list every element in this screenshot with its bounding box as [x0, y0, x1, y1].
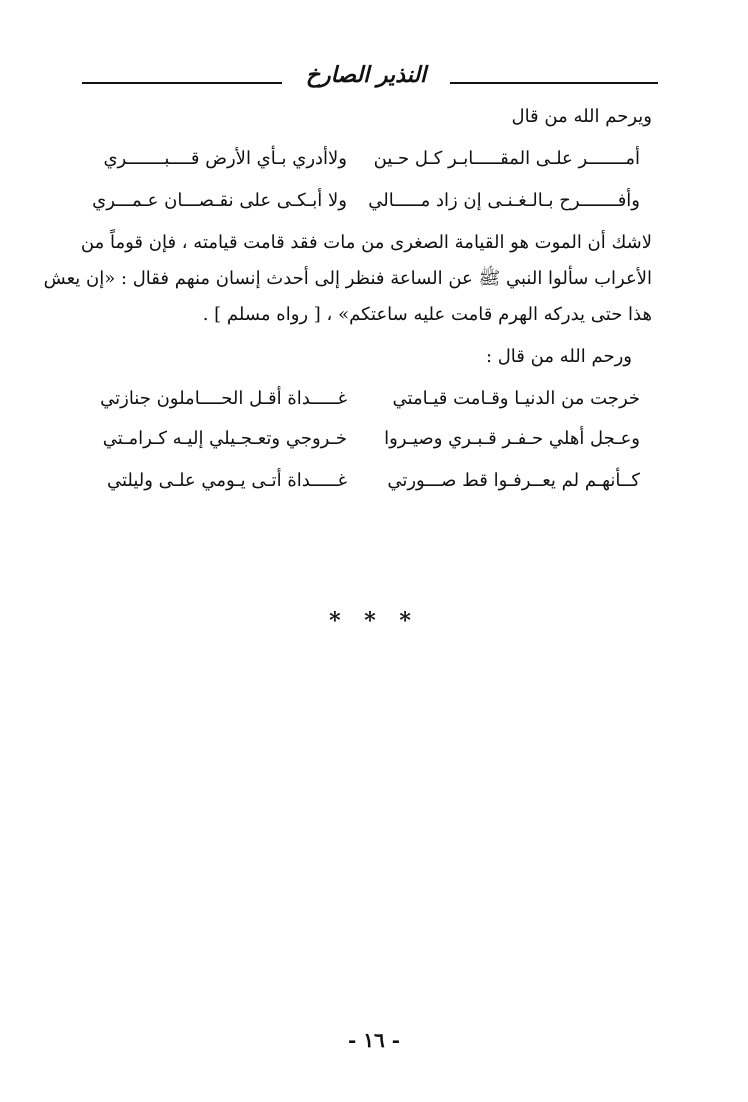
intro-line-1: ويرحم الله من قال	[511, 106, 652, 127]
poem1-verse-2-second-hemistich: ولا أبـكـى على نقـصـــان عـمـــري	[92, 190, 347, 211]
header-title: النذير الصارخ	[305, 62, 427, 88]
paragraph-line-1: لاشك أن الموت هو القيامة الصغرى من مات فقد قامت قيامته ، فإن قوماً من	[80, 232, 652, 253]
section-separator: * * *	[329, 608, 419, 634]
poem2-verse-2-first-hemistich: وعـجل أهلي حـفـر قـبـري وصيـروا	[384, 428, 640, 449]
header-rule-left	[82, 82, 282, 84]
poem2-verse-2-second-hemistich: خـروجي وتعـجـيلي إليـه كـرامـتي	[102, 428, 347, 449]
paragraph-line-3: هذا حتى يدركه الهرم قامت عليه ساعتكم» ، [ رواه مسلم ] .	[202, 304, 652, 325]
intro-line-2: ورحم الله من قال :	[485, 346, 632, 367]
poem1-verse-2-first-hemistich: وأفـــــــرح بـالـغـنـى إن زاد مـــــالي	[368, 190, 640, 211]
poem2-verse-1-first-hemistich: خرجت من الدنيـا وقـامت قيـامتي	[392, 388, 640, 409]
poem1-verse-1-first-hemistich: أمـــــــر علـى المقـــــابـر كـل حـين	[373, 148, 640, 169]
poem1-verse-1-second-hemistich: ولاأدري بـأي الأرض قــــبـــــــري	[103, 148, 347, 169]
running-header	[82, 62, 658, 96]
poem2-verse-3-first-hemistich: كــأنهـم لم يعــرفـوا قط صـــورتي	[387, 470, 640, 491]
header-rule-right	[450, 82, 658, 84]
paragraph-line-2: الأعراب سألوا النبي ﷺ عن الساعة فنظر إلى أحدث إنسان منهم فقال : «إن يعش	[43, 268, 652, 289]
poem2-verse-1-second-hemistich: غـــــداة أقـل الحــــاملون جنازتي	[100, 388, 347, 409]
page-number: - ١٦ -	[347, 1028, 400, 1052]
poem2-verse-3-second-hemistich: غـــــداة أتـى يـومي علـى وليلتي	[106, 470, 347, 491]
